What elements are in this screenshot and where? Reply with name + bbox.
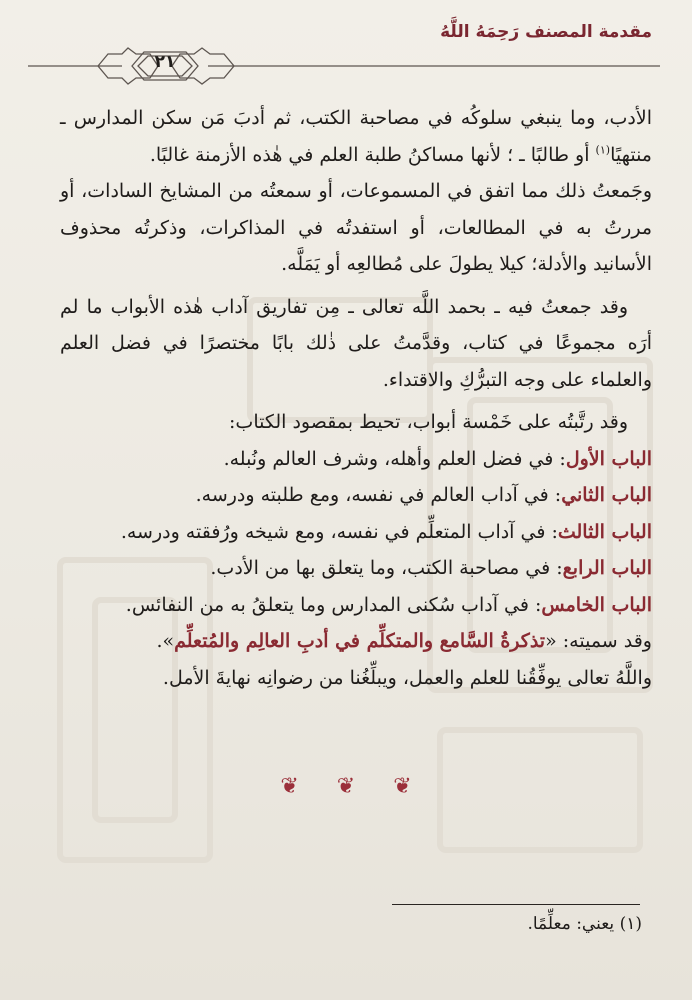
footnote-marker: (١) [619, 914, 642, 934]
header-ornament-rule [0, 0, 692, 100]
chapter-5-label: الباب الخامس [541, 593, 652, 616]
footnote [527, 914, 642, 934]
naming-line [60, 623, 652, 660]
naming-prefix: وقد سميته: « [545, 630, 652, 652]
footnote-ref: (١) [595, 143, 611, 157]
chapter-4 [60, 550, 652, 587]
chapter-5 [60, 587, 652, 624]
chapter-1-text: : في فضل العلم وأهله، وشرف العالم ونُبله. [223, 447, 566, 470]
chapter-3-label: الباب الثالث [557, 520, 652, 543]
paragraph-1-line-2: منتهيًا [610, 143, 652, 166]
chapter-2-label: الباب الثاني [561, 484, 652, 506]
footnote-text: يعني: معلِّمًا. [527, 914, 615, 934]
chapter-4-label: الباب الرابع [562, 557, 652, 579]
paragraph-1-line-1: الأدب، وما ينبغي سلوكُه في مصاحبة الكتب، ثم أدبَ مَن سكن المدارس ـ [60, 107, 652, 129]
chapter-2 [60, 477, 652, 514]
running-header: مقدمة المصنف رَحِمَهُ اللَّهُ [440, 22, 652, 42]
book-title: تذكرةُ السَّامع والمتكلِّم في أدبِ العالِم والمُتعلِّم [174, 630, 546, 652]
paragraph-4: وقد رتَّبتُه على خَمْسة أبواب، تحيط بمقصود الكتاب: [229, 411, 628, 433]
chapter-4-text: : في مصاحبة الكتب، وما يتعلق بها من الأدب. [210, 557, 563, 579]
naming-suffix: ». [156, 630, 175, 652]
paragraph-1-line-3: أو طالبًا ـ ؛ لأنها مساكنُ طلبة العلم في هٰذه الأزمنة غالبًا. [149, 143, 590, 166]
body-text [60, 100, 652, 696]
paragraph-2: وجَمعتُ ذلك مما اتفق في المسموعات، أو سمعتُه من المشايخ السادات، أو مررتُ به في المطالعات، أو استفدتُه في المذاكرات، وذكرتُه محذوف الأسانيد والأدلة؛ كيلا يطولَ على مُطالعِه أو يَمَلَّه. [60, 180, 652, 275]
chapter-1 [60, 441, 652, 478]
section-ornaments: ❦❦❦ [280, 774, 450, 799]
chapter-5-text: : في آداب سُكنى المدارس وما يتعلقُ به من النفائس. [125, 593, 542, 616]
closing-line: واللَّهُ تعالى يوفِّقُنا للعلم والعمل، ويبلِّغُنا من رضوانِه نهايةَ الأمل. [162, 666, 652, 689]
chapter-1-label: الباب الأول [565, 447, 652, 470]
chapter-3 [60, 514, 652, 551]
paragraph-3: وقد جمعتُ فيه ـ بحمد اللَّه تعالى ـ مِن تفاريق آداب هٰذه الأبواب ما لم أرَه مجموعًا في كتاب، وقدَّمتُ على ذٰلك بابًا مختصرًا في فضل العلم والعلماء على وجه التبرُّكِ والاقتداء. [60, 295, 652, 391]
chapter-3-text: : في آداب المتعلِّم في نفسه، ومع شيخه ورُفقته ودرسه. [120, 520, 558, 543]
chapter-2-text: : في آداب العالم في نفسه، ومع طلبته ودرسه. [195, 484, 562, 506]
footnote-divider [392, 904, 640, 905]
paragraph-1 [60, 100, 652, 173]
page-number: ٢١ [154, 52, 176, 72]
